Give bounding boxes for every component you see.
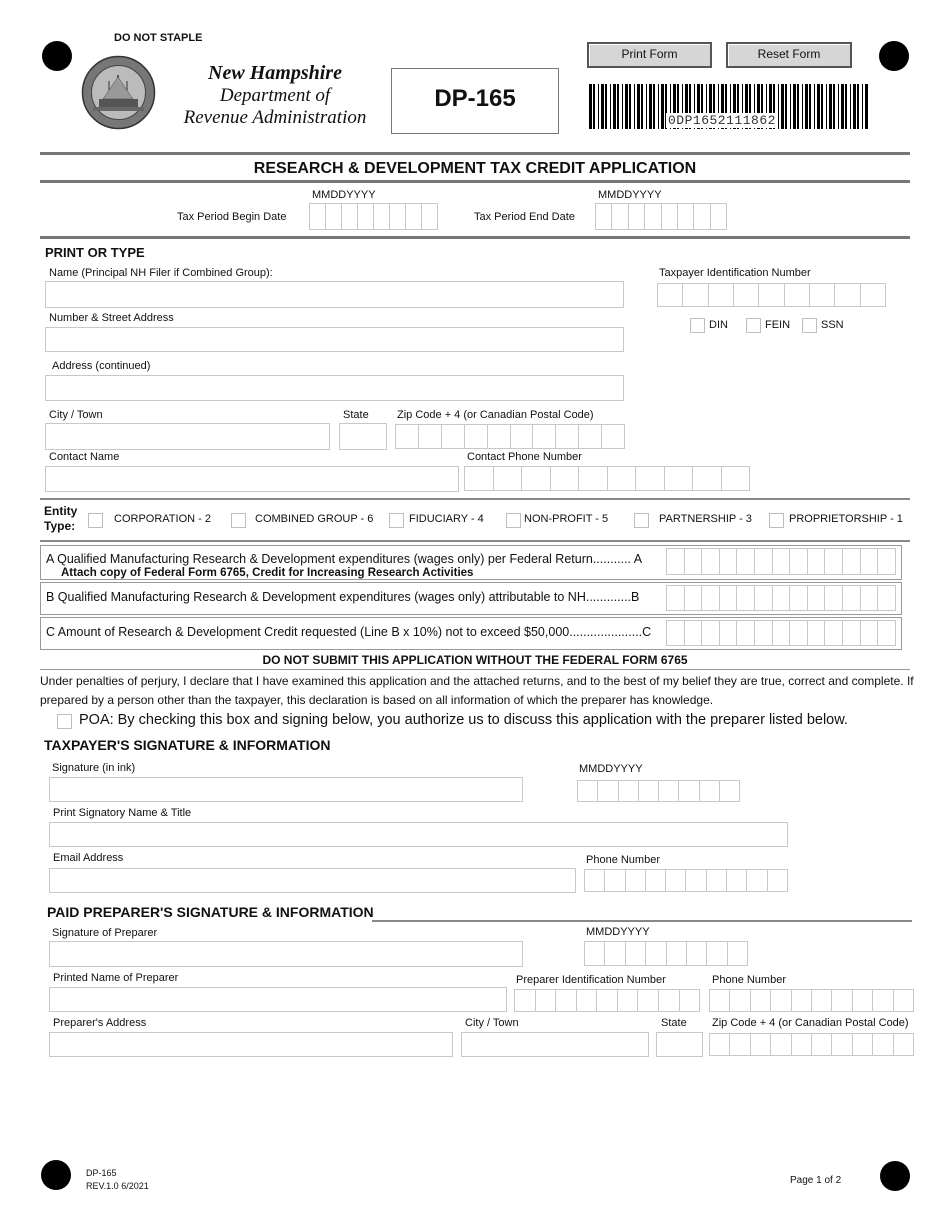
entity-non-profit-checkbox[interactable]: [506, 513, 521, 528]
barcode-bar: [629, 84, 631, 129]
preparer-phone-label: Phone Number: [712, 974, 786, 986]
period-bottom-rule: [40, 236, 910, 239]
registration-mark-bottom-right: [880, 1161, 910, 1191]
barcode-bar: [610, 84, 611, 129]
do-not-staple: DO NOT STAPLE: [114, 32, 203, 44]
line-a-text: A Qualified Manufacturing Research & Development expenditures (wages only) per Federal Return........... A: [46, 552, 643, 566]
entity-partnership-checkbox[interactable]: [634, 513, 649, 528]
barcode-bar: [862, 84, 863, 129]
barcode-text: 0DP1652111862: [668, 113, 776, 128]
barcode-bar: [593, 84, 595, 129]
barcode-bar: [649, 84, 652, 129]
barcode-bar: [865, 84, 868, 129]
barcode-bar: [658, 84, 659, 129]
barcode-bar: [785, 84, 787, 129]
preparer-name-label: Printed Name of Preparer: [53, 972, 179, 984]
barcode-bar: [850, 84, 851, 129]
entity-proprietorship-label: PROPRIETORSHIP - 1: [789, 513, 903, 525]
preparer-signature-label: Signature of Preparer: [52, 927, 158, 939]
preparer-zip-label: Zip Code + 4 (or Canadian Postal Code): [712, 1017, 909, 1029]
barcode-bar: [601, 84, 604, 129]
preparer-date-format: MMDDYYYY: [586, 926, 650, 938]
barcode-bar: [814, 84, 815, 129]
ssn-label: SSN: [821, 319, 844, 331]
notice-bottom-rule: [40, 669, 910, 670]
preparer-address-input[interactable]: [49, 1032, 453, 1057]
preparer-address-label: Preparer's Address: [53, 1017, 147, 1029]
barcode-bar: [809, 84, 811, 129]
email-input[interactable]: [49, 868, 576, 893]
barcode-bar: [797, 84, 799, 129]
title-bottom-rule: [40, 180, 910, 183]
barcode-bar: [781, 84, 784, 129]
registration-mark-top-right: [879, 41, 909, 71]
form-id: DP-165: [434, 85, 516, 112]
contact-name-label: Contact Name: [49, 451, 120, 463]
address2-input[interactable]: [45, 375, 624, 401]
begin-date-format: MMDDYYYY: [312, 189, 376, 201]
entity-combined-group-label: COMBINED GROUP - 6: [255, 513, 374, 525]
contact-phone-input[interactable]: [464, 466, 750, 491]
end-date-input[interactable]: [595, 203, 727, 230]
state-name: New Hampshire: [208, 62, 342, 84]
preparer-id-label: Preparer Identification Number: [516, 974, 666, 986]
line-b-text: B Qualified Manufacturing Research & Development expenditures (wages only) attributable to NH.............B: [46, 590, 640, 604]
line-b-input[interactable]: [666, 585, 896, 611]
address2-label: Address (continued): [52, 360, 151, 372]
lines-top-rule: [40, 540, 910, 542]
barcode-bar: [589, 84, 592, 129]
line-a-subtext: Attach copy of Federal Form 6765, Credit for Increasing Research Activities: [61, 567, 474, 579]
tin-label: Taxpayer Identification Number: [659, 267, 811, 279]
barcode-bar: [790, 84, 791, 129]
entity-partnership-label: PARTNERSHIP - 3: [659, 513, 752, 525]
entity-fiduciary-checkbox[interactable]: [389, 513, 404, 528]
barcode-bar: [598, 84, 599, 129]
entity-combined-group-checkbox[interactable]: [231, 513, 246, 528]
line-a-input[interactable]: [666, 548, 896, 575]
preparer-signature-input[interactable]: [49, 941, 523, 967]
contact-name-input[interactable]: [45, 466, 459, 492]
registration-mark-top-left: [42, 41, 72, 71]
barcode-bar: [845, 84, 847, 129]
footer-page-number: Page 1 of 2: [790, 1175, 842, 1186]
barcode-bar: [838, 84, 839, 129]
begin-date-input[interactable]: [309, 203, 438, 230]
signature-input[interactable]: [49, 777, 523, 802]
end-date-label: Tax Period End Date: [474, 211, 575, 223]
signature-date-format: MMDDYYYY: [579, 763, 643, 775]
barcode-bar: [833, 84, 835, 129]
barcode-bar: [841, 84, 844, 129]
line-c-text: C Amount of Research & Development Credit requested (Line B x 10%) not to exceed $50,000.....................C: [46, 625, 652, 639]
barcode-bar: [613, 84, 616, 129]
preparer-city-label: City / Town: [465, 1017, 519, 1029]
declaration-line2: prepared by a person other than the taxpayer, this declaration is based on all information of which the preparer has knowledge.: [40, 693, 714, 707]
barcode-bar: [802, 84, 803, 129]
din-checkbox[interactable]: [690, 318, 705, 333]
department-line1: Department of: [219, 85, 331, 106]
fein-checkbox[interactable]: [746, 318, 761, 333]
title-top-rule: [40, 152, 910, 155]
department-line2: Revenue Administration: [183, 107, 367, 128]
zip-input[interactable]: [395, 424, 625, 449]
poa-text: POA: By checking this box and signing below, you authorize us to discuss this application with the preparer listed below.: [79, 712, 848, 728]
city-label: City / Town: [49, 409, 103, 421]
preparer-state-input[interactable]: [656, 1032, 703, 1057]
taxpayer-signature-heading: TAXPAYER'S SIGNATURE & INFORMATION: [44, 737, 331, 753]
fein-label: FEIN: [765, 319, 791, 331]
taxpayer-phone-label: Phone Number: [586, 854, 660, 866]
barcode-bar: [793, 84, 796, 129]
signature-label: Signature (in ink): [52, 762, 136, 774]
preparer-zip-input[interactable]: [709, 1033, 914, 1056]
registration-mark-bottom-left: [41, 1160, 71, 1190]
print-or-type-heading: PRINT OR TYPE: [45, 245, 145, 260]
footer-form-id: DP-165: [86, 1168, 117, 1178]
reset-form-button[interactable]: Reset Form: [726, 42, 852, 68]
federal-form-notice: DO NOT SUBMIT THIS APPLICATION WITHOUT THE FEDERAL FORM 6765: [262, 653, 688, 667]
tin-input[interactable]: [657, 283, 886, 307]
barcode-bar: [829, 84, 832, 129]
barcode-bar: [646, 84, 647, 129]
name-input[interactable]: [45, 281, 624, 308]
line-c-input[interactable]: [666, 620, 896, 646]
state-seal: [81, 55, 156, 130]
preparer-name-input[interactable]: [49, 987, 507, 1012]
street-label: Number & Street Address: [49, 312, 174, 324]
print-form-button[interactable]: Print Form: [587, 42, 712, 68]
print-name-input[interactable]: [49, 822, 788, 847]
entity-fiduciary-label: FIDUCIARY - 4: [409, 513, 484, 525]
barcode-bar: [805, 84, 808, 129]
barcode-bar: [617, 84, 619, 129]
barcode-bar: [622, 84, 623, 129]
preparer-city-input[interactable]: [461, 1032, 649, 1057]
barcode-bar: [634, 84, 635, 129]
preparer-id-input[interactable]: [514, 989, 700, 1012]
entity-label-line2: Type:: [44, 519, 76, 533]
entity-corporation-checkbox[interactable]: [88, 513, 103, 528]
barcode-bar: [625, 84, 628, 129]
entity-label-line1: Entity: [44, 504, 78, 518]
entity-top-rule: [40, 498, 910, 500]
state-label: State: [343, 409, 369, 421]
entity-corporation-label: CORPORATION - 2: [114, 513, 211, 525]
form-title: RESEARCH & DEVELOPMENT TAX CREDIT APPLICATION: [253, 160, 697, 177]
signature-date-input[interactable]: [577, 780, 740, 802]
begin-date-label: Tax Period Begin Date: [177, 211, 287, 223]
footer-revision: REV.1.0 6/2021: [86, 1181, 149, 1191]
entity-proprietorship-checkbox[interactable]: [769, 513, 784, 528]
preparer-heading: PAID PREPARER'S SIGNATURE & INFORMATION: [47, 904, 374, 920]
barcode-bar: [641, 84, 643, 129]
entity-non-profit-label: NON-PROFIT - 5: [524, 513, 609, 525]
barcode-bar: [853, 84, 856, 129]
barcode-bar: [821, 84, 823, 129]
preparer-date-input[interactable]: [584, 941, 748, 966]
contact-phone-label: Contact Phone Number: [467, 451, 582, 463]
ssn-checkbox[interactable]: [802, 318, 817, 333]
name-label: Name (Principal NH Filer if Combined Group):: [49, 267, 273, 279]
barcode-bar: [653, 84, 655, 129]
preparer-heading-rule: [372, 920, 912, 922]
preparer-phone-input[interactable]: [709, 989, 914, 1012]
print-name-label: Print Signatory Name & Title: [53, 807, 192, 819]
barcode-bar: [778, 84, 779, 129]
street-input[interactable]: [45, 327, 624, 352]
zip-label: Zip Code + 4 (or Canadian Postal Code): [397, 409, 594, 421]
barcode-bar: [817, 84, 820, 129]
barcode-bar: [637, 84, 640, 129]
state-input[interactable]: [339, 423, 387, 450]
declaration-line1: Under penalties of perjury, I declare that I have examined this application and the attached returns, and to the best of my belief they are true, correct and complete. If: [40, 674, 914, 688]
barcode-bar: [605, 84, 607, 129]
email-label: Email Address: [53, 852, 124, 864]
barcode-bar: [826, 84, 827, 129]
end-date-format: MMDDYYYY: [598, 189, 662, 201]
city-input[interactable]: [45, 423, 330, 450]
poa-checkbox[interactable]: [57, 714, 72, 729]
barcode-bar: [857, 84, 859, 129]
din-label: DIN: [709, 319, 728, 331]
preparer-state-label: State: [661, 1017, 687, 1029]
barcode-bar: [661, 84, 664, 129]
taxpayer-phone-input[interactable]: [584, 869, 788, 892]
